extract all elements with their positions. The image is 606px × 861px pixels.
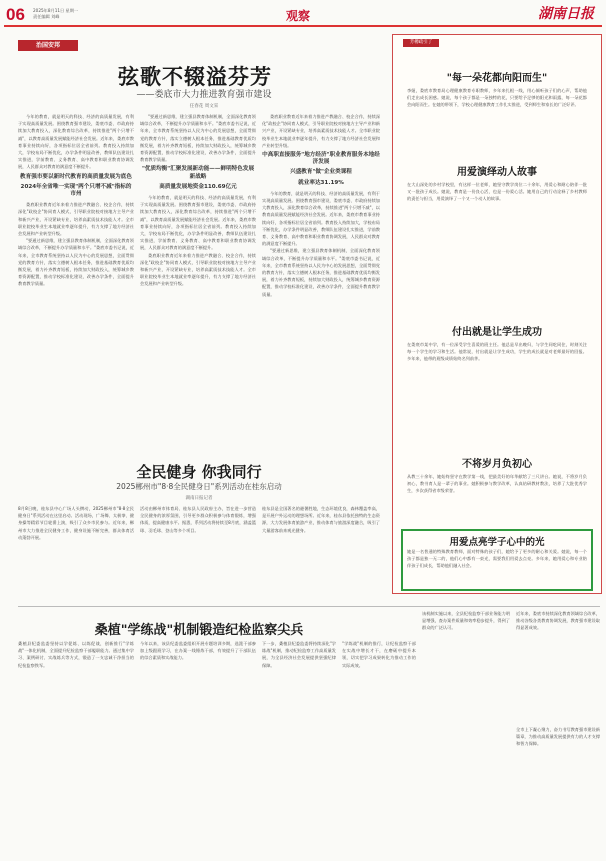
- article2-byline: 湖南日报记者: [185, 496, 213, 501]
- lead-subheadline: ——娄底市大力推进教育强市建设: [136, 90, 272, 100]
- lead-col1-text-3: "要通过新思维，建立强县教育体制机制，全面深化教育领域综合改革，不断提升办学质量和水平。"娄底市委书记说，近年来，全市教育系统坚持以人民为中心的发展思想，全面贯彻党的教育方针，落实立德树人根本任务，推进基础教育优质均衡发展，着力补齐教育短板，持续加大财政投入，统筹城乡教育资源配置，推动学校标准化建设，改善办学条件，全面提升教育教学质量。: [18, 238, 134, 287]
- article2-column-3: 桂东县是全国著名的避暑胜地，生态环境优良，森林覆盖率高，是开展户外运动的理想场所。近年来，桂东县依托独特的生态资源，大力发展体育旅游产业，推动体育与旅游深度融合，吸引了大量游客前来观光健身。: [262, 506, 380, 533]
- newspaper-logo: 湖南日报: [538, 6, 594, 22]
- article2-column-2: 活动由郴州市体育局、桂东县人民政府主办，旨在进一步营造全民健身的浓厚氛围，引导更多群众积极参与体育锻炼，增强体质，提高健康水平。据悉，系列活动将持续至8月底，涵盖篮球、羽毛球、登山等多个项目。: [140, 506, 256, 533]
- right-headline-5: 用爱点亮学子心中的光: [449, 537, 545, 548]
- column-tag: [18, 40, 78, 51]
- lead-subhead-4: 高质量发展地资金110.69亿元: [159, 183, 237, 190]
- section-title: 观察: [286, 9, 311, 23]
- bottom-right-column-1: 近年来，娄底市持续深化教育领域综合改革，推动各级各类教育协调发展，教育强市建设取得显著成效。: [516, 611, 600, 631]
- article3-column-2: 今年以来，该县纪委监委组织开展专题培训多期，选派干部参加上级跟班学习，在办案一线锤炼干部，有效提升了干部队伍的综合素质和实战能力。: [140, 641, 256, 661]
- lead-col3-text: 娄底职业教育近年来着力推进产教融合、校企合作，持续深化"政校企"协同育人模式，引导职业院校对接地方主导产业和新兴产业，开设紧缺专业，培养高素质技术技能人才。全市职业院校毕业生本地就业率逐年提升，有力支撑了地方经济社会发展和产业转型升级。: [262, 114, 380, 148]
- lead-col1-text: 今年的教育，就是明天的科技、经济的高质量发展，有利于实现高质量发展。围绕教育强市建设，娄底市委、市政府持续加大教育投入，深化教育综合改革，持续推进"两个只增不减"，以教育高质量发展赋能经济社会发展。近年来，娄底市教育事业持续向好，各项指标位居全省前列。教育投入持续加大，学校布局不断优化，办学条件明显改善，教师队伍建设扎实推进，学前教育、义务教育、高中教育和职业教育协调发展，人民群众对教育的满意度不断提升。: [18, 114, 134, 170]
- right-body-5: 她是一名普通的特殊教育教师，面对特殊的孩子们，她给予了更多的耐心和关爱。她说，每一个孩子都是独一无二的，他们心中都有一束光，需要我们用爱去点亮。多年来，她用爱心和专业陪伴孩子们成长，帮助他们融入社会。: [407, 549, 587, 569]
- right-body-4: 从教三十余年，她始终坚守在教学第一线，把最美好的年华献给了三尺讲台。她说，不将岁月负初心，教书育人是一辈子的事业。她积极参与教学改革，认真钻研教材教法，培养了大批优秀学生，多次获得省市级荣誉。: [407, 474, 587, 494]
- lead-col2-text: "要通过新思维，建立强县教育体制机制，全面深化教育领域综合改革，不断提升办学质量和水平。"娄底市委书记说，近年来，全市教育系统坚持以人民为中心的发展思想，全面贯彻党的教育方针，落实立德树人根本任务，推进基础教育优质均衡发展，着力补齐教育短板，持续加大财政投入，统筹城乡教育资源配置，推动学校标准化建设，改善办学条件，全面提升教育教学质量。: [140, 114, 256, 163]
- lead-col2-text-2: 今年的教育，就是明天的科技、经济的高质量发展，有利于实现高质量发展。围绕教育强市建设，娄底市委、市政府持续加大教育投入，深化教育综合改革，持续推进"两个只增不减"，以教育高质量发展赋能经济社会发展。近年来，娄底市教育事业持续向好，各项指标位居全省前列。教育投入持续加大，学校布局不断优化，办学条件明显改善，教师队伍建设扎实推进，学前教育、义务教育、高中教育和职业教育协调发展，人民群众对教育的满意度不断提升。: [140, 195, 256, 251]
- lead-subhead-7: 就业率达31.19%: [298, 179, 344, 186]
- article3-headline: 桑植"学练战"机制锻造纪检监察尖兵: [94, 623, 304, 638]
- lead-col2-text-3: 娄底职业教育近年来着力推进产教融合、校企合作，持续深化"政校企"协同育人模式，引导职业院校对接地方主导产业和新兴产业，开设紧缺专业，培养高素质技术技能人才。全市职业院校毕业生本地就业率逐年提升，有力支撑了地方经济社会发展和产业转型升级。: [140, 252, 256, 287]
- right-headline-3: 付出就是让学生成功: [452, 327, 542, 338]
- lead-byline: 任春花 周文采: [189, 104, 219, 109]
- editor-line: 责任编辑 刘峰: [33, 14, 60, 19]
- right-highlight-box: [401, 529, 593, 591]
- masthead: [0, 0, 606, 26]
- article2-subheadline: 2025郴州市"8·8全民健身日"系列活动在桂东启动: [116, 482, 282, 491]
- bottom-right-column-2: 全市上下凝心聚力，奋力书写教育强市建设新篇章，为推动高质量发展提供有力的人才支撑和智力保障。: [516, 727, 600, 747]
- right-headline-2: 用爱演绎动人故事: [457, 167, 537, 178]
- right-headline-1: "每一朵花都向阳而生": [446, 73, 548, 84]
- article3-column-4: "学练战"机制的推行，让纪检监察干部在实战中增长才干，在磨砺中提升本领，切实把学习成果转化为推动工作的实际成效。: [342, 641, 416, 668]
- lead-subhead-3: "优质均衡"汇聚发展新动能——鲜明特色发展新战略: [141, 166, 255, 180]
- right-body-1: 李娅，娄底市教育局心理健康教育专职教师，多年来扎根一线，用心倾听孩子们的心声，帮助他们走出成长困惑。她说，每个孩子都是一朵独特的花，只要给予足够的阳光和雨露，每一朵花都会向阳而生。在她的带领下，学校心理健康教育工作扎实推进，受到师生和家长的广泛好评。: [407, 88, 587, 108]
- lead-col3-text-2: 今年的教育，就是明天的科技、经济的高质量发展，有利于实现高质量发展。围绕教育强市建设，娄底市委、市政府持续加大教育投入，深化教育综合改革，持续推进"两个只增不减"，以教育高质量发展赋能经济社会发展。近年来，娄底市教育事业持续向好，各项指标位居全省前列。教育投入持续加大，学校布局不断优化，办学条件明显改善，教师队伍建设扎实推进，学前教育、义务教育、高中教育和职业教育协调发展，人民群众对教育的满意度不断提升。: [262, 190, 380, 247]
- lead-column-2: [140, 113, 256, 445]
- article3-column-1: 桑植县纪委监委坚持以学促练、以练促战，创新推行"学练战"一体化机制，全面提升纪检监察干部履职能力。通过集中学习、案例研讨、实战练兵等方式，锻造了一支忠诚干净担当的纪检监察铁军。: [18, 641, 134, 668]
- date-line: 2025年8月11日 星期一: [33, 8, 79, 13]
- right-box-tag: [403, 39, 439, 47]
- article3-column-5: 该机制实施以来，全县纪检监察干部业务能力明显增强，查办案件质量和效率稳步提升，得到了群众的广泛认可。: [422, 611, 510, 631]
- lead-headline: 弦歌不辍溢芬芳: [118, 64, 272, 89]
- lead-col3-text-3: "要通过新思维，建立强县教育体制机制，全面深化教育领域综合改革，不断提升办学质量和水平。"娄底市委书记说，近年来，全市教育系统坚持以人民为中心的发展思想，全面贯彻党的教育方针，落实立德树人根本任务，推进基础教育优质均衡发展，着力补齐教育短板，持续加大财政投入，统筹城乡教育资源配置，推动学校标准化建设，改善办学条件，全面提升教育教学质量。: [262, 248, 380, 297]
- lead-subhead-1: 教育强市要以新时代教育的高质量发展为底色: [20, 173, 132, 180]
- lead-subhead-6: 兴盛教育"做"企业类课程: [290, 169, 352, 176]
- masthead-rule: [4, 25, 602, 27]
- right-body-2: 在大山深处的乡村学校里，有这样一位老师，她坚守教学岗位二十余年，用爱心和耐心陪伴一批又一批孩子成长。她说，教育是一份良心活，也是一份爱心活。她用自己的行动诠释了乡村教师的责任与担当，用爱演绎了一个又一个动人的故事。: [407, 182, 587, 202]
- lead-col1-text-2: 娄底职业教育近年来着力推进产教融合、校企合作，持续深化"政校企"协同育人模式，引导职业院校对接地方主导产业和新兴产业，开设紧缺专业，培养高素质技术技能人才。全市职业院校毕业生本地就业率逐年提升，有力支撑了地方经济社会发展和产业转型升级。: [18, 202, 134, 237]
- lead-subhead-5: 中高职直接服务"地方经济"职业教育服务本地经济发展: [262, 152, 380, 166]
- section-divider: [18, 606, 600, 607]
- article3-column-3: 下一步，桑植县纪委监委将持续深化"学练战"机制，推动纪检监察工作高质量发展，为全县经济社会发展提供坚强纪律保障。: [262, 641, 336, 668]
- lead-subhead-2: 2024年全省唯一实现"两个只增不减"指标的市州: [20, 183, 132, 198]
- right-headline-4: 不将岁月负初心: [462, 459, 532, 470]
- right-body-3: 在娄底市某中学，有一位深受学生喜爱的班主任。他总是早出晚归，与学生同吃同住，时刻关注每一个学生的学习和生活。他常说，付出就是让学生成功，学生的成长就是对老师最好的回报。多年来，他带的班级成绩始终名列前茅。: [407, 342, 587, 362]
- page-number: 06: [6, 5, 25, 24]
- right-box-tag-label: 芳樽疏引了: [409, 40, 433, 45]
- article2-headline: 全民健身 你我同行: [136, 463, 262, 481]
- lead-column-3: [262, 113, 380, 445]
- right-column-box: [392, 34, 602, 594]
- lead-column-1: [18, 113, 134, 445]
- column-tag-label: 治国安邦: [35, 42, 60, 49]
- article2-column-1: 8月8日晚，桂东县中心广场人头攒动，2025郴州市"8·8全民健身日"系列活动在这里启动。活动现场，广场舞、太极拳、健身操等精彩节目轮番上演，吸引了众多市民参与。近年来，郴州市大力推进全民健身工作，健身设施不断完善，群众体育活动蓬勃开展。: [18, 506, 134, 540]
